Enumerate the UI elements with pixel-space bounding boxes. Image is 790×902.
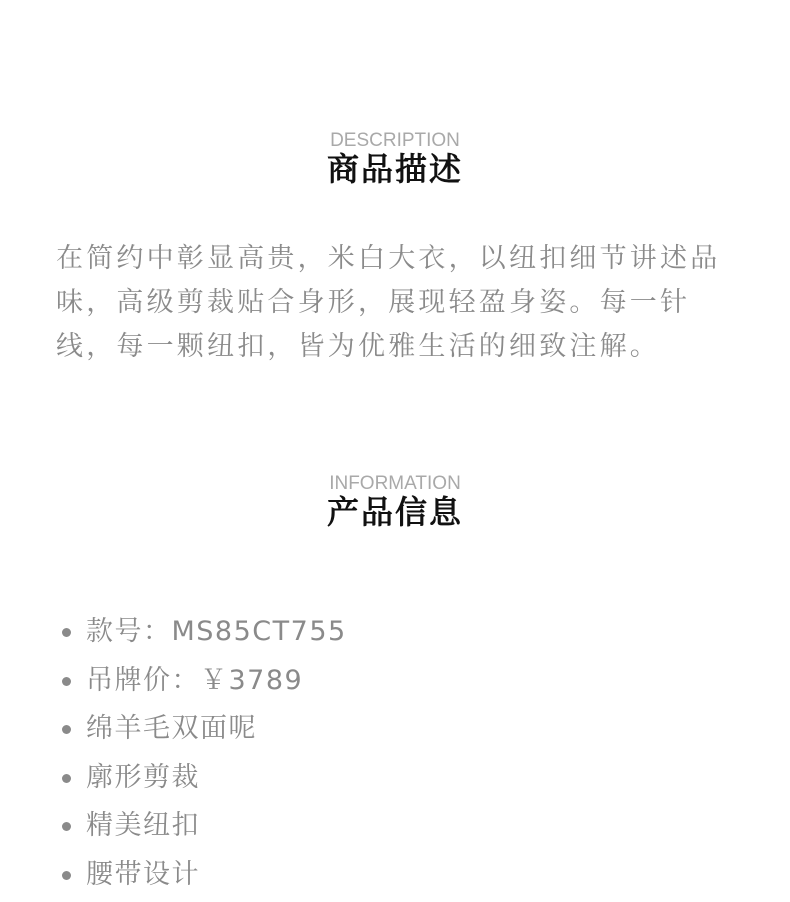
bullet-icon: [62, 871, 71, 880]
bullet-icon: [62, 725, 71, 734]
information-en-title: INFORMATION: [329, 473, 461, 494]
information-cn-title: 产品信息: [326, 493, 463, 531]
description-header: [0, 131, 790, 187]
list-item-text: 腰带设计: [86, 858, 200, 890]
description-text: 在简约中彰显高贵，米白大衣，以纽扣细节讲述品味，高级剪裁贴合身形，展现轻盈身姿。每一针线，每一颗纽扣，皆为优雅生活的细致注解。: [56, 243, 721, 362]
information-list: [62, 608, 347, 900]
list-item-tag-price: [62, 657, 347, 706]
bullet-icon: [62, 822, 71, 831]
description-cn-title: 商品描述: [326, 150, 463, 188]
list-item-buttons: [62, 802, 347, 851]
list-item-text: 廓形剪裁: [86, 761, 200, 793]
information-header: [0, 474, 790, 530]
list-item-text: 吊牌价：￥3789: [86, 664, 304, 696]
list-item-text: 精美纽扣: [86, 810, 200, 842]
description-en-title: DESCRIPTION: [330, 130, 460, 151]
list-item-text: 款号：MS85CT755: [86, 616, 347, 647]
list-item-style-number: [62, 608, 347, 657]
list-item-material: [62, 705, 347, 754]
bullet-icon: [62, 677, 71, 686]
bullet-icon: [62, 774, 71, 783]
list-item-belt: [62, 851, 347, 900]
list-item-cut: [62, 754, 347, 803]
list-item-text: 绵羊毛双面呢: [86, 713, 257, 745]
bullet-icon: [62, 628, 71, 637]
